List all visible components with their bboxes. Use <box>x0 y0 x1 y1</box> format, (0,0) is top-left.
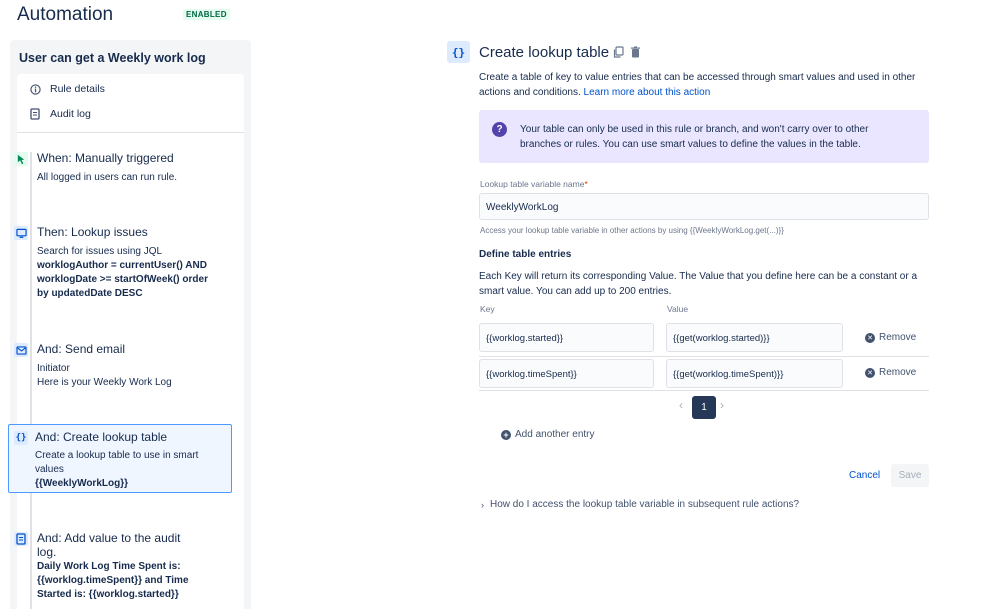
info-text: Your table can only be used in this rule or branch, and won't carry over to other branches or rules. You can use smart values to define the values in the table. <box>520 124 869 150</box>
info-icon <box>29 83 41 95</box>
step-jql-line: worklogDate >= startOfWeek() order <box>37 274 208 285</box>
value-input[interactable]: {{get(worklog.started)}} <box>666 323 843 352</box>
step-text: Initiator <box>37 363 70 374</box>
faq-expander[interactable] <box>481 499 799 510</box>
key-input[interactable]: {{worklog.timeSpent}} <box>479 359 654 388</box>
step-text: {{worklog.timeSpent}} and Time <box>37 575 189 586</box>
step-text: All logged in users can run rule. <box>37 172 178 183</box>
step-variable: {{WeeklyWorkLog}} <box>35 478 128 489</box>
faq-label: How do I access the lookup table variable in subsequent rule actions? <box>490 499 800 510</box>
row-divider <box>479 390 929 391</box>
row-divider <box>479 356 929 357</box>
variable-name-label-text: Lookup table variable name <box>480 179 585 189</box>
cursor-icon <box>14 152 28 166</box>
editor-title: Create lookup table <box>479 44 610 61</box>
document-icon <box>14 532 28 546</box>
close-icon: ✕ <box>865 368 875 378</box>
step-create-lookup-table[interactable] <box>8 424 232 493</box>
braces-icon: {} <box>447 41 470 63</box>
cancel-button[interactable]: Cancel <box>849 470 881 481</box>
step-text: Daily Work Log Time Spent is: <box>37 561 181 572</box>
audit-log-link[interactable] <box>29 108 91 120</box>
step-title: Then: Lookup issues <box>37 225 148 239</box>
variable-name-input[interactable]: WeeklyWorkLog <box>479 193 929 220</box>
step-jql-line: worklogAuthor = currentUser() AND <box>37 260 207 271</box>
chevron-right-icon: › <box>481 499 484 510</box>
value-input[interactable]: {{get(worklog.timeSpent)}} <box>666 359 843 388</box>
document-icon <box>29 108 41 120</box>
step-text: Started is: {{worklog.started}} <box>37 589 179 600</box>
step-title: log. <box>37 545 57 559</box>
required-mark: * <box>584 179 588 189</box>
question-icon: ? <box>492 122 507 137</box>
helper-text: Access your lookup table variable in other actions by using {{WeeklyWorkLog.get(...)}} <box>480 226 784 235</box>
remove-label: Remove <box>879 332 917 343</box>
editor-description <box>479 71 934 100</box>
rule-details-link[interactable] <box>29 83 105 95</box>
close-icon: ✕ <box>865 333 875 343</box>
step-text: values <box>35 464 64 475</box>
step-audit-log[interactable] <box>10 531 233 606</box>
step-text: Here is your Weekly Work Log <box>37 377 172 388</box>
key-input[interactable]: {{worklog.started}} <box>479 323 654 352</box>
step-title: And: Add value to the audit <box>37 531 181 545</box>
divider <box>17 132 244 133</box>
plus-icon: + <box>501 430 511 440</box>
variable-name-label <box>480 179 588 189</box>
mail-icon <box>14 343 28 357</box>
page-title: Automation <box>17 4 114 25</box>
next-page-icon[interactable]: › <box>720 398 724 412</box>
step-title: And: Send email <box>37 342 126 356</box>
copy-icon[interactable] <box>612 45 624 58</box>
add-entry-button[interactable] <box>501 429 595 440</box>
braces-icon: {} <box>15 433 27 443</box>
trash-icon[interactable] <box>629 45 641 58</box>
prev-page-icon[interactable]: ‹ <box>679 398 683 412</box>
status-badge: ENABLED <box>183 9 230 20</box>
remove-row-button[interactable] <box>865 332 916 343</box>
step-jql-line: by updatedDate DESC <box>37 288 143 299</box>
remove-label: Remove <box>879 367 917 378</box>
step-title: And: Create lookup table <box>35 430 168 444</box>
add-entry-label: Add another entry <box>515 429 595 440</box>
step-lookup-issues[interactable] <box>10 225 233 305</box>
remove-row-button[interactable] <box>865 367 916 378</box>
monitor-icon <box>14 226 28 240</box>
step-text: Search for issues using JQL <box>37 246 163 257</box>
value-column-header: Value <box>667 304 689 314</box>
info-panel <box>479 110 929 163</box>
step-text: Create a lookup table to use in smart <box>35 450 199 461</box>
step-send-email[interactable] <box>10 342 233 392</box>
audit-log-label: Audit log <box>50 108 91 120</box>
rule-panel <box>10 40 251 609</box>
step-title: When: Manually triggered <box>37 151 174 165</box>
learn-more-link[interactable]: Learn more about this action <box>583 86 711 98</box>
step-trigger[interactable] <box>10 151 233 191</box>
rule-name[interactable]: User can get a Weekly work log <box>19 51 206 65</box>
key-column-header: Key <box>480 304 495 314</box>
save-button[interactable]: Save <box>891 464 929 487</box>
rule-details-label: Rule details <box>50 83 105 95</box>
description-text: Create a table of key to value entries that can be accessed through smart values and used in other actions and conditions. <box>479 72 916 98</box>
page-number-button[interactable]: 1 <box>692 396 716 419</box>
table-section-title: Define table entries <box>479 249 572 260</box>
table-section-description: Each Key will return its corresponding Value. The Value that you define here can be a constant or a smart value. You can add up to 200 entries. <box>479 271 918 297</box>
